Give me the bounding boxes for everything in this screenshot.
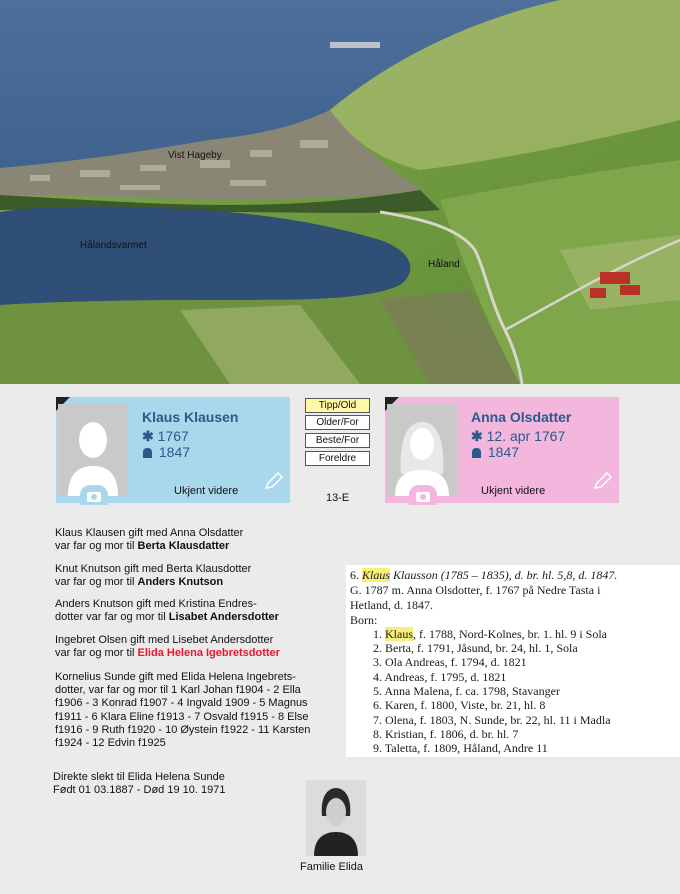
mother-death <box>471 444 519 460</box>
camera-icon[interactable] <box>409 485 437 505</box>
aerial-photo <box>0 0 680 384</box>
lineage-text: f1916 - 9 Ruth f1920 - 10 Øystein f1922 - 11 Karsten <box>55 723 311 736</box>
father-unknown-further: Ukjent videre <box>174 485 239 497</box>
book-line: Hetland, d. 1847. <box>350 598 433 612</box>
lineage-text: dotter var far og mor til <box>55 611 169 624</box>
book-line: 8. Kristian, f. 1806, d. br. hl. 7 <box>373 727 519 741</box>
camera-icon[interactable] <box>80 485 108 505</box>
book-text: , f. 1788, Nord-Kolnes, br. 1. hl. 9 i Sola <box>413 627 607 641</box>
elida-caption: Familie Elida <box>300 861 363 873</box>
book-line: 2. Berta, f. 1791, Jåsund, br. 24, hl. 1, Sola <box>373 641 578 655</box>
book-line: 4. Andreas, f. 1795, d. 1821 <box>373 670 507 684</box>
book-excerpt <box>346 565 680 757</box>
lineage-text: Knut Knutson gift med Berta Klausdotter <box>55 563 252 575</box>
nav-beste-for-button[interactable]: Beste/For <box>305 433 370 448</box>
father-card[interactable] <box>56 397 290 503</box>
male-avatar-icon <box>58 404 128 496</box>
label-halandsvannet: Hålandsvannet <box>80 240 147 251</box>
child-name-link[interactable]: Lisabet Andersdotter <box>168 611 279 624</box>
child-name-link[interactable]: Elida Helena Igebretsdotter <box>137 647 280 660</box>
lineage-paragraph-1 <box>55 527 243 553</box>
lineage-text: var far og mor til <box>55 647 138 660</box>
birth-star-icon: ✱ <box>142 428 154 444</box>
lineage-text: var far og mor til <box>55 540 138 553</box>
book-line: 6. Karen, f. 1800, Viste, br. 21, hl. 8 <box>373 698 546 712</box>
lineage-text: var far og mor til <box>55 576 138 589</box>
child-name-link[interactable]: Berta Klausdatter <box>137 540 230 553</box>
mother-unknown-further: Ukjent videre <box>481 485 546 497</box>
mother-birth <box>471 428 565 445</box>
father-death-year: 1847 <box>158 444 191 460</box>
mother-name[interactable]: Anna Olsdatter <box>471 409 572 425</box>
page-code: 13-E <box>326 492 350 504</box>
lineage-paragraph-4 <box>55 634 280 660</box>
lineage-text: f1924 - 12 Edvin f1925 <box>55 737 166 750</box>
book-line: 5. Anna Malena, f. ca. 1798, Stavanger <box>373 684 560 698</box>
female-avatar-icon <box>387 404 457 496</box>
book-line: 9. Taletta, f. 1809, Håland, Andre 11 <box>373 741 548 755</box>
nav-older-for-button[interactable]: Older/For <box>305 415 370 430</box>
mother-card[interactable] <box>385 397 619 503</box>
label-vist-hageby: Vist Hageby <box>168 150 222 161</box>
gravestone-icon <box>472 448 481 458</box>
birth-star-icon: ✱ <box>471 428 483 444</box>
elida-portrait[interactable] <box>306 780 366 856</box>
book-line <box>350 568 617 583</box>
book-line: 7. Olena, f. 1803, N. Sunde, br. 22, hl. 11 i Madla <box>373 713 611 727</box>
direct-lineage-note <box>53 771 225 797</box>
book-text: Klausson (1785 – 1835), d. br. hl. 5,8, d. 1847. <box>390 568 618 582</box>
lineage-text: Født 01 03.1887 - Død 19 10. 1971 <box>53 784 226 797</box>
lineage-paragraph-2 <box>55 563 251 589</box>
father-birth-year: 1767 <box>157 428 189 444</box>
book-line: G. 1787 m. Anna Olsdotter, f. 1767 på Nedre Tasta i <box>350 583 601 597</box>
gravestone-icon <box>143 448 152 458</box>
edit-pencil-icon[interactable] <box>264 472 284 495</box>
book-line <box>373 627 607 642</box>
lineage-text: f1911 - 6 Klara Eline f1913 - 7 Osvald f1915 - 8 Else <box>55 710 309 723</box>
lineage-text: Anders Knutson gift med Kristina Endres- <box>55 598 257 610</box>
father-name[interactable]: Klaus Klausen <box>142 409 239 425</box>
mother-birth-date: 12. apr 1767 <box>486 428 566 444</box>
highlighted-name: Klaus <box>362 568 391 582</box>
label-haland: Håland <box>428 259 460 270</box>
nav-tipp-old-button[interactable]: Tipp/Old <box>305 398 370 413</box>
lineage-text: Kornelius Sunde gift med Elida Helena Ingebrets- <box>55 671 296 683</box>
lineage-text: Direkte slekt til Elida Helena Sunde <box>53 771 225 783</box>
edit-pencil-icon[interactable] <box>593 472 613 495</box>
lineage-paragraph-3 <box>55 598 279 624</box>
father-death <box>142 444 190 460</box>
father-birth <box>142 428 189 445</box>
mother-death-year: 1847 <box>487 444 520 460</box>
lineage-text: Ingebret Olsen gift med Lisebet Andersdotter <box>55 634 274 646</box>
lineage-text: f1906 - 3 Konrad f1907 - 4 Ingvald 1909 - 5 Magnus <box>55 697 308 710</box>
lineage-text: Klaus Klausen gift med Anna Olsdatter <box>55 527 244 539</box>
child-name-link[interactable]: Anders Knutson <box>137 576 224 589</box>
highlighted-name: Klaus <box>385 627 413 641</box>
book-text: 6. <box>350 568 362 582</box>
lineage-text: dotter, var far og mor til 1 Karl Johan f1904 - 2 Ella <box>55 684 301 697</box>
nav-foreldre-button[interactable]: Foreldre <box>305 451 370 466</box>
book-text: 1. <box>373 627 385 641</box>
book-line: 3. Ola Andreas, f. 1794, d. 1821 <box>373 655 527 669</box>
lineage-paragraph-5 <box>55 671 310 750</box>
book-line: Born: <box>350 613 378 627</box>
